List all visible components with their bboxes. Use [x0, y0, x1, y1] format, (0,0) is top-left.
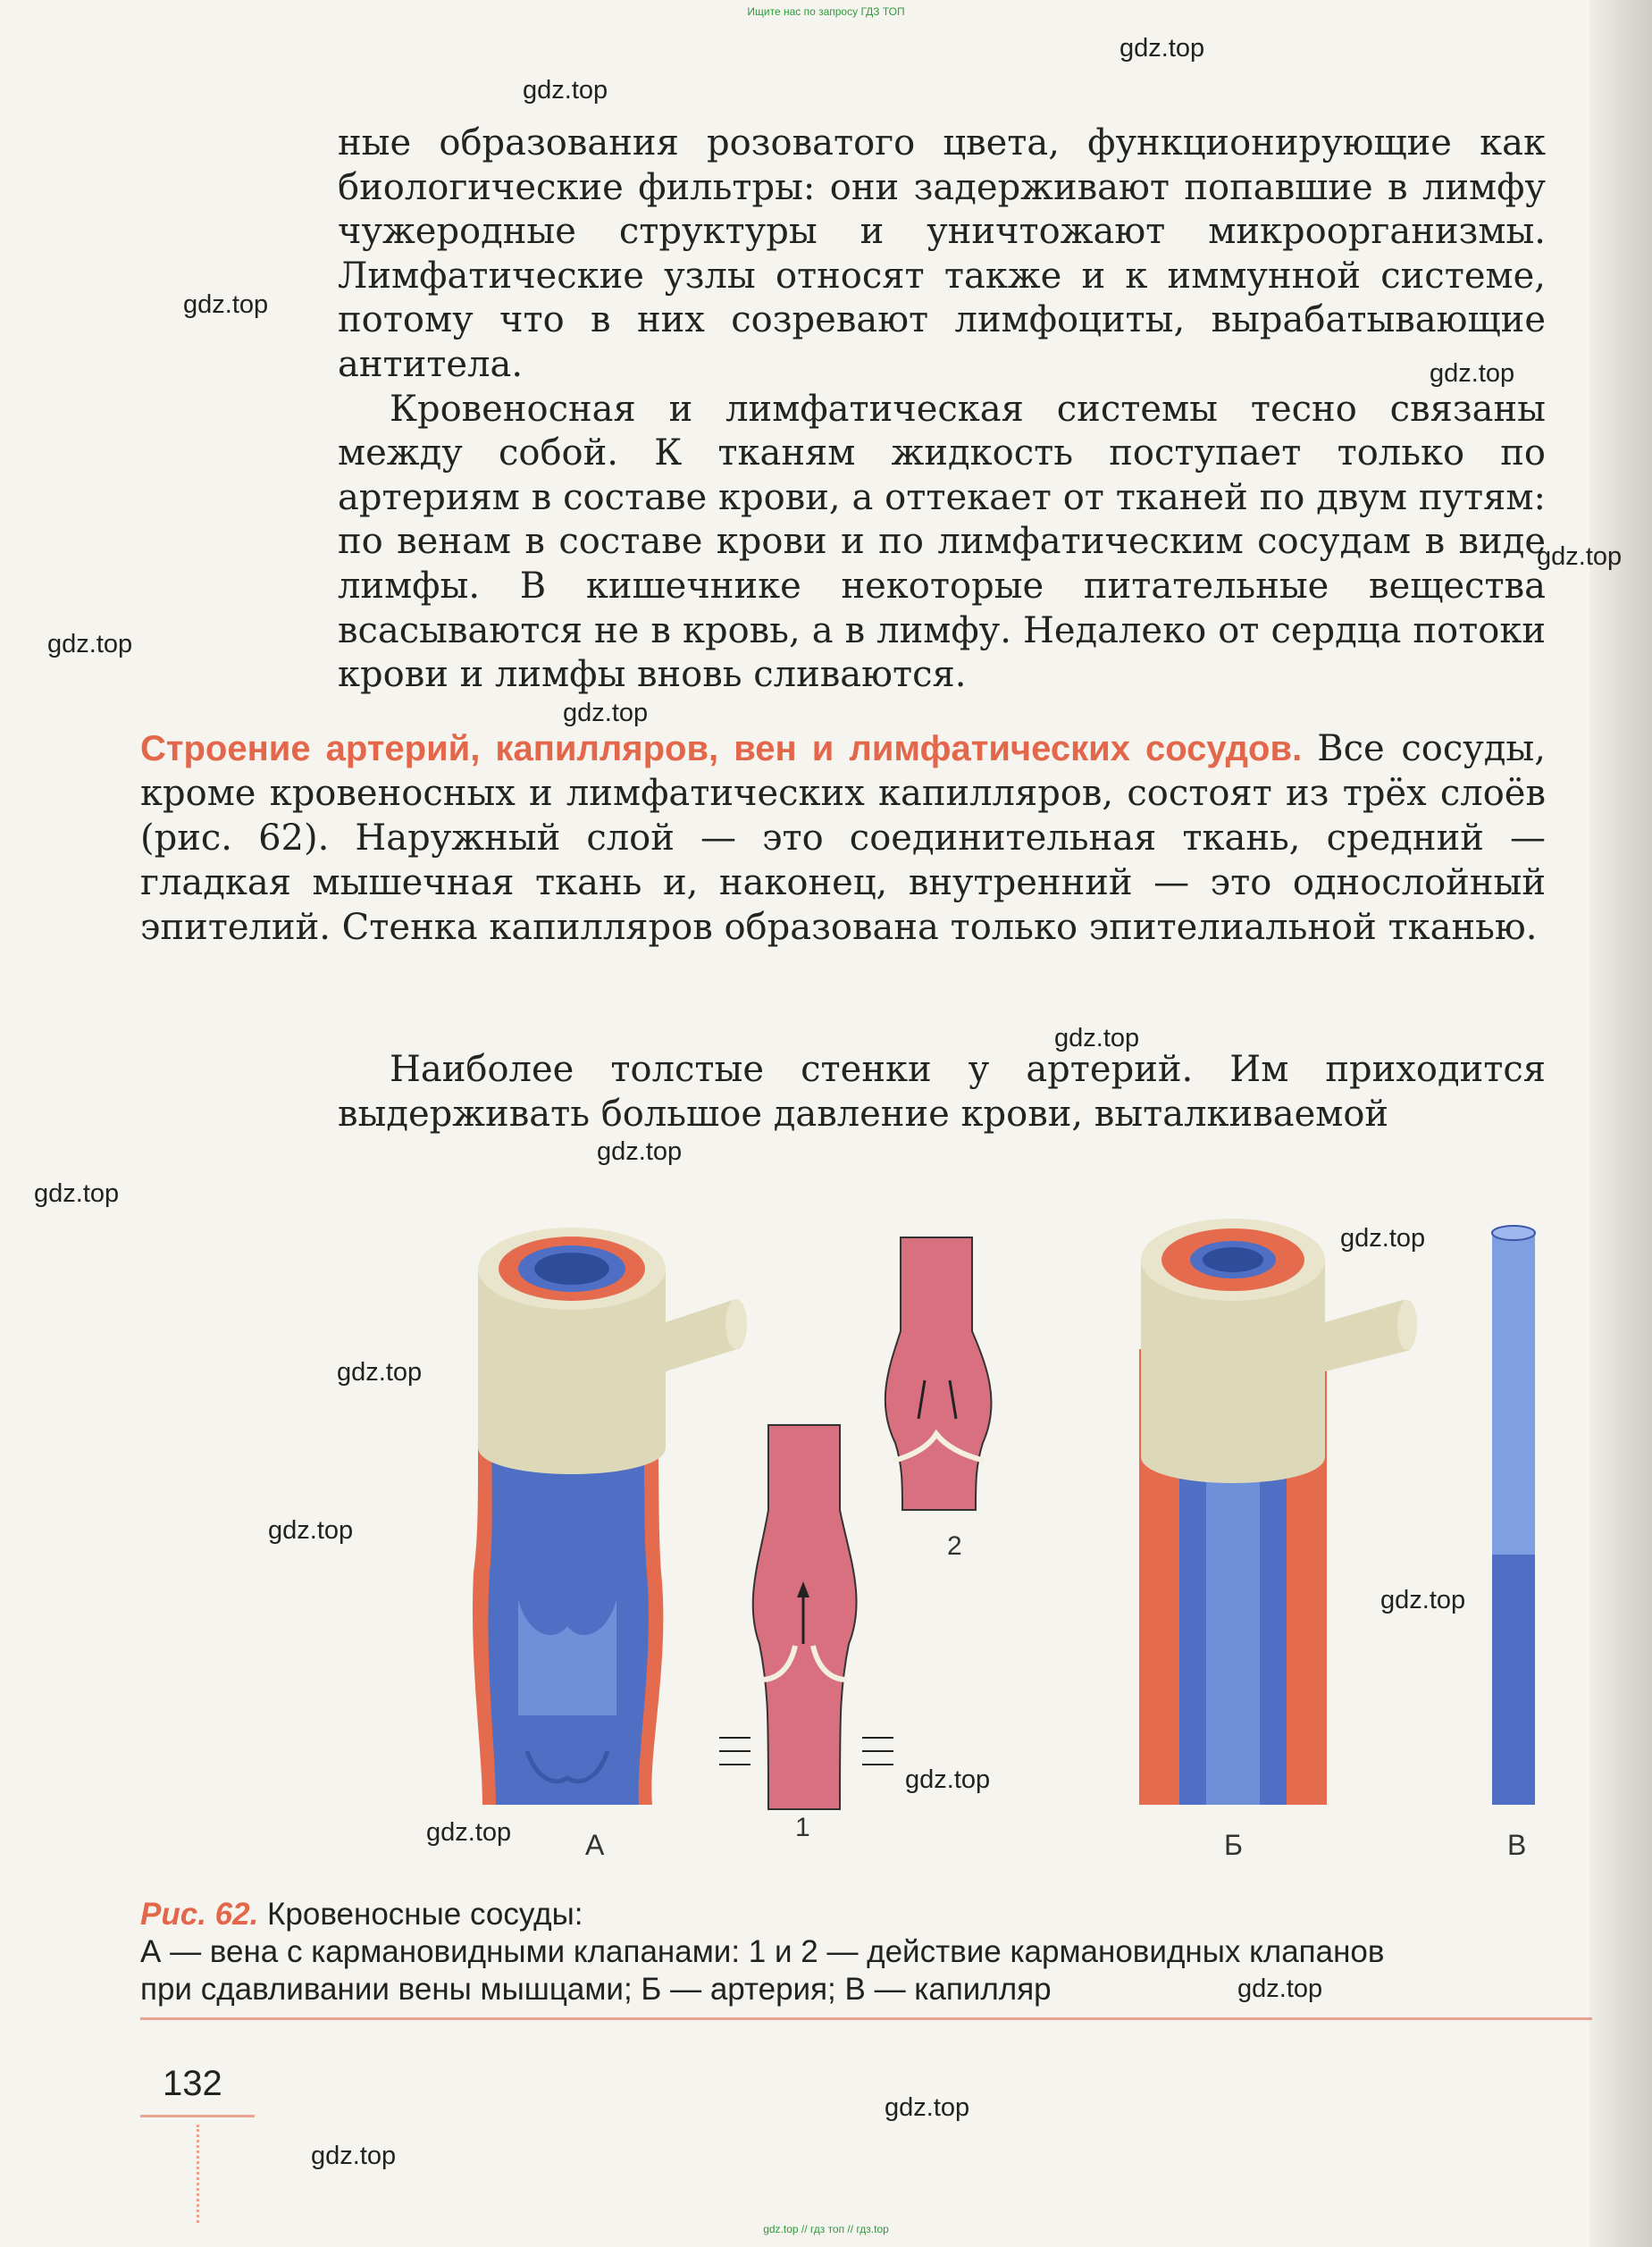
watermark: gdz.top [1120, 34, 1205, 63]
body-text-2 [338, 1048, 1546, 1136]
watermark: gdz.top [183, 290, 269, 319]
figure-caption [140, 1896, 1570, 2008]
top-search-hint[interactable]: Ищите нас по запросу ГДЗ ТОП [747, 5, 905, 18]
section-body: Все сосуды, кроме кровеносных и лимфатических капилляров, состоят из трёх слоёв (рис. 62). Наружный слой — это соединительная ткань, средний — гладкая мышечная ткань и, наконец, внутренний — это однослойный эпителий. Стенка капилляров образована только эпителиальной тканью. [140, 728, 1546, 948]
paragraph: Кровеносная и лимфатическая системы тесно связаны между собой. К тканям жидкость поступает только по артериям в составе крови, а оттекает от тканей по двум путям: по венам в составе крови и по лимфатическим сосудам в виде лимфы. В кишечнике некоторые питательные вещества всасываются не в кровь, а в лимфу. Недалеко от сердца потоки крови и лимфы вновь сливаются. [338, 388, 1546, 696]
vein-illustration [473, 1228, 747, 1805]
watermark: gdz.top [1340, 1224, 1426, 1253]
body-text [338, 122, 1546, 698]
bottom-links[interactable]: gdz.top // гдз топ // гдз.top [763, 2223, 889, 2235]
watermark: gdz.top [311, 2142, 397, 2170]
page-number: 132 [163, 2064, 222, 2103]
watermark: gdz.top [1237, 1975, 1323, 2003]
label-step-1: 1 [795, 1813, 810, 1842]
label-artery: Б [1224, 1829, 1243, 1858]
figure-blood-vessels [429, 1215, 1564, 1858]
watermark: gdz.top [34, 1179, 120, 1208]
caption-line-3: при сдавливании вены мышцами; Б — артерия; В — капилляр [140, 1972, 1052, 2007]
caption-line-1: Кровеносные сосуды: [267, 1897, 583, 1932]
caption-title: Рис. 62. [140, 1897, 259, 1932]
page-dotted-line [197, 2125, 199, 2223]
artery-illustration [1139, 1219, 1417, 1805]
section [140, 726, 1546, 950]
watermark: gdz.top [337, 1358, 423, 1387]
label-step-2: 2 [947, 1531, 962, 1561]
caption-line-2: А — вена с кармановидными клапанами: 1 и 2 — действие кармановидных клапанов [140, 1934, 1385, 1969]
watermark: gdz.top [1537, 542, 1623, 571]
watermark: gdz.top [523, 76, 608, 105]
footer-rule [140, 2017, 1592, 2020]
capillary-illustration [1492, 1226, 1535, 1805]
watermark: gdz.top [1380, 1586, 1466, 1614]
label-vein: А [585, 1829, 605, 1858]
paragraph: Наиболее толстые стенки у артерий. Им приходится выдерживать большое давление крови, выталкиваемой [338, 1049, 1546, 1135]
watermark: gdz.top [885, 2093, 970, 2122]
paragraph: ные образования розоватого цвета, функционирующие как биологические фильтры: они задерживают попавшие в лимфу чужеродные структуры и уничтожают микроорганизмы. Лимфатические узлы относят также и к иммунной системе, потому что в них созревают лимфоциты, вырабатывающие антитела. [338, 122, 1546, 385]
section-title: Строение артерий, капилляров, вен и лимфатических сосудов. [140, 729, 1318, 768]
watermark: gdz.top [47, 630, 133, 658]
watermark: gdz.top [905, 1765, 991, 1794]
watermark: gdz.top [426, 1818, 512, 1847]
watermark: gdz.top [1054, 1024, 1140, 1052]
watermark: gdz.top [563, 699, 649, 727]
watermark: gdz.top [597, 1137, 683, 1166]
page-edge-shadow [1589, 0, 1652, 2247]
watermark: gdz.top [268, 1516, 354, 1545]
blood-vessels-illustration [429, 1215, 1564, 1858]
watermark: gdz.top [1430, 359, 1515, 388]
valve-step-2 [885, 1237, 992, 1510]
valve-step-1 [719, 1425, 893, 1809]
label-capillary: В [1507, 1829, 1527, 1858]
page-number-underline [140, 2115, 255, 2117]
